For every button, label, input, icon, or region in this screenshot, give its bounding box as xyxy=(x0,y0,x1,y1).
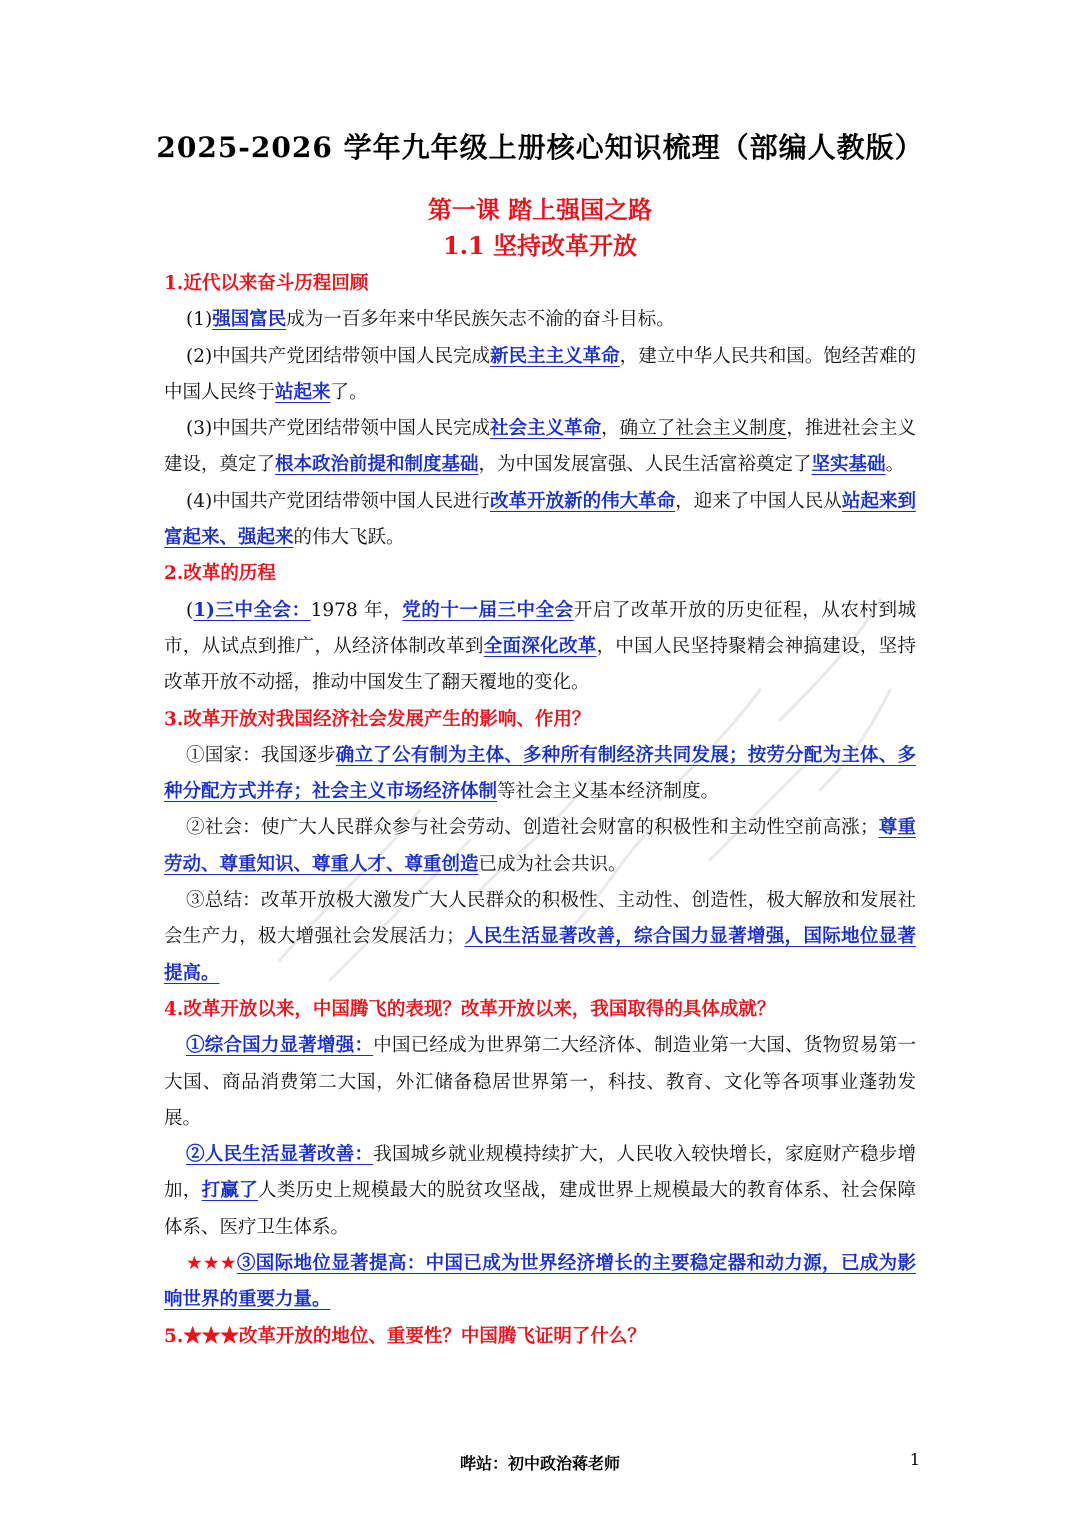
key-term: ①综合国力显著增强： xyxy=(186,1035,374,1057)
paragraph-4-1 xyxy=(164,1028,916,1137)
document-body xyxy=(164,266,916,1355)
text: 等社会主义基本经济制度。 xyxy=(497,781,720,803)
text: ( xyxy=(186,599,194,621)
key-term: 社会主义革命 xyxy=(490,418,602,440)
key-term: 人民生活显著改善，综合国力显著增强，国际地位显著提高。 xyxy=(164,926,916,984)
key-term: ③国际地位显著提高：中国已成为世界经济增长的主要稳定器和动力源，已成为影响世界的重要力量。 xyxy=(164,1253,916,1311)
text: (2)中国共产党团结带领中国人民完成 xyxy=(186,345,491,367)
text: ，迎来了中国人民从 xyxy=(675,490,842,512)
heading-3: 3.改革开放对我国经济社会发展产生的影响、作用？ xyxy=(164,708,591,730)
key-term: 新民主主义革命 xyxy=(490,345,620,367)
text: ②社会：使广大人民群众参与社会劳动、创造社会财富的积极性和主动性空前高涨； xyxy=(186,817,879,839)
lesson-title: 第一课 踏上强国之路 xyxy=(427,195,653,224)
text: (1) xyxy=(186,309,213,331)
text: (4)中国共产党团结带领中国人民进行 xyxy=(186,490,491,512)
underlined-text: 确立了社会主义制度 xyxy=(619,418,787,440)
text: (3)中国共产党团结带领中国人民完成 xyxy=(186,418,491,440)
heading-2: 2.改革的历程 xyxy=(164,563,276,585)
paragraph-4-2 xyxy=(164,1137,916,1246)
page-number: 1 xyxy=(909,1450,920,1469)
key-term: 站起来到富起来、强起来 xyxy=(164,490,916,549)
key-term: 党的十一届三中全会 xyxy=(402,599,574,621)
text: 开启了改革开放的历史征程，从农村到城市，从试点到推广，从经济体制改革到 xyxy=(164,599,916,657)
key-term: 根本政治前提和制度基础 xyxy=(275,454,479,476)
key-term: 坚实基础 xyxy=(811,454,886,476)
key-term: 打赢了 xyxy=(201,1180,259,1202)
text: 人类历史上规模最大的脱贫攻坚战，建成世界上规模最大的教育体系、社会保障体系、医疗卫生体系。 xyxy=(164,1180,916,1238)
text: ，中国人民坚持聚精会神搞建设，坚持改革开放不动摇，推动中国发生了翻天覆地的变化。 xyxy=(164,635,916,694)
text: ①国家：我国逐步 xyxy=(186,744,336,766)
key-term: 强国富民 xyxy=(212,309,287,331)
text: 我国城乡就业规模持续扩大，人民收入较快增长，家庭财产稳步增加， xyxy=(164,1144,916,1202)
paragraph-1-2 xyxy=(164,339,916,412)
text: ，推进社会主义建设，奠定了 xyxy=(164,418,916,476)
heading-1: 1.近代以来奋斗历程回顾 xyxy=(164,273,369,294)
text: 成为一百多年来中华民族矢志不渝的奋斗目标。 xyxy=(286,309,675,331)
text: 1978 年， xyxy=(310,599,403,621)
text: 了。 xyxy=(330,381,368,403)
text: 已成为社会共识。 xyxy=(478,853,627,875)
text: 的伟大飞跃。 xyxy=(293,527,405,549)
paragraph-1-1 xyxy=(164,302,916,338)
document-title: 2025-2026 学年九年级上册核心知识梳理（部编人教版） xyxy=(156,131,924,164)
star-rating: ★★★ xyxy=(186,1253,237,1275)
heading-5: 5.★★★改革开放的地位、重要性？中国腾飞证明了什么？ xyxy=(164,1325,646,1347)
paragraph-2-1 xyxy=(164,593,916,702)
paragraph-1-4 xyxy=(164,484,916,557)
text: ， xyxy=(601,418,620,440)
paragraph-4-3 xyxy=(164,1246,916,1319)
key-term: 站起来 xyxy=(275,381,331,403)
heading-4: 4.改革开放以来，中国腾飞的表现？改革开放以来，我国取得的具体成就？ xyxy=(164,998,776,1020)
text: 中国已经成为世界第二大经济体、制造业第一大国、货物贸易第一大国、商品消费第二大国，外汇储备稳居世界第一，科技、教育、文化等各项事业蓬勃发展。 xyxy=(164,1035,916,1129)
footer-author: 哔站：初中政治蒋老师 xyxy=(459,1454,620,1473)
paragraph-3-1 xyxy=(164,738,916,811)
key-term: 全面深化改革 xyxy=(483,635,597,657)
text: 。 xyxy=(885,454,905,476)
key-term: 确立了公有制为主体、多种所有制经济共同发展；按劳分配为主体、多种分配方式并存；社会主义市场经济体制 xyxy=(164,744,916,803)
key-term: 1)三中全会： xyxy=(193,599,311,621)
text: ，为中国发展富强、人民生活富裕奠定了 xyxy=(478,454,812,476)
paragraph-3-3 xyxy=(164,883,916,992)
key-term: 尊重劳动、尊重知识、尊重人才、尊重创造 xyxy=(164,817,916,875)
text: ③总结：改革开放极大激发广大人民群众的积极性、主动性、创造性，极大解放和发展社会生产力，极大增强社会发展活力； xyxy=(164,890,916,948)
section-title: 1.1 坚持改革开放 xyxy=(442,231,638,260)
text: ，建立中华人民共和国。饱经苦难的中国人民终于 xyxy=(164,345,916,403)
paragraph-1-3 xyxy=(164,411,916,484)
paragraph-3-2 xyxy=(164,810,916,883)
key-term: 改革开放新的伟大革命 xyxy=(490,490,676,512)
key-term: ②人民生活显著改善： xyxy=(186,1144,374,1166)
